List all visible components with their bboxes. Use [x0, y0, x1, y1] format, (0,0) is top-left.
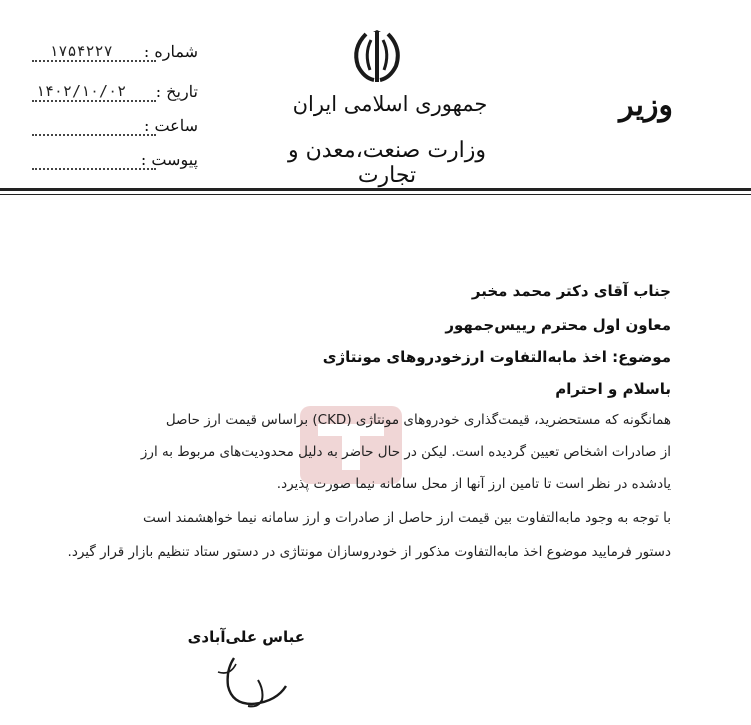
header-divider-thin: [0, 194, 751, 195]
letter-time-field: [26, 116, 198, 140]
iran-emblem-icon: [346, 30, 408, 84]
letter-number-value: ۱۷۵۴۲۲۷: [49, 42, 113, 60]
dotted-line: [32, 60, 156, 62]
letter-number-label: شماره :: [143, 42, 198, 61]
addressee-title: معاون اول محترم رییس‌جمهور: [445, 316, 671, 334]
paragraph-1-line-1: همانگونه که مستحضرید، قیمت‌گذاری خودروهای مونتاژی (CKD) براساس قیمت ارز حاصل: [165, 412, 671, 428]
government-name: جمهوری اسلامی ایران: [292, 92, 488, 116]
minister-title: وزیر: [619, 88, 673, 123]
dotted-line: [32, 134, 156, 136]
ministry-name: وزارت صنعت،معدن و تجارت: [287, 138, 487, 188]
paragraph-1-line-3: یادشده در نظر است تا تامین ارز آنها از محل سامانه نیما صورت پذیرد.: [276, 476, 671, 492]
letter-attachment-label: پیوست :: [140, 150, 198, 169]
letter-number-field: [26, 42, 198, 66]
letter-attachment-field: [26, 150, 198, 174]
letter-date-label: تاریخ :: [155, 82, 198, 101]
paragraph-2-line-2: دستور فرمایید موضوع اخذ مابه‌التفاوت مذکور از خودروسازان مونتاژی در دستور ستاد تنظیم بازار قرار گیرد.: [67, 544, 671, 560]
paragraph-2-line-1: با توجه به وجود مابه‌التفاوت بین قیمت ارز حاصل از صادرات و ارز سامانه نیما خواهشمند است: [143, 510, 671, 526]
handwritten-signature: [206, 650, 306, 712]
letter-date-field: [26, 82, 198, 106]
greeting: باسلام و احترام: [555, 380, 671, 398]
letter-date-value: ۱۴۰۲/۱۰/۰۲: [35, 82, 127, 100]
header-divider: [0, 188, 751, 191]
signer-name: عباس علی‌آبادی: [187, 628, 305, 646]
subject-line: موضوع: اخذ مابه‌التفاوت ارزخودروهای مونتاژی: [322, 348, 671, 366]
paragraph-1-line-2: از صادرات اشخاص تعیین گردیده است. لیکن در حال حاضر به دلیل محدودیت‌های مربوط به ارز: [140, 444, 671, 460]
dotted-line: [32, 168, 156, 170]
dotted-line: [32, 100, 156, 102]
letter-time-label: ساعت :: [143, 116, 198, 135]
addressee: جناب آقای دکتر محمد مخبر: [471, 282, 671, 300]
